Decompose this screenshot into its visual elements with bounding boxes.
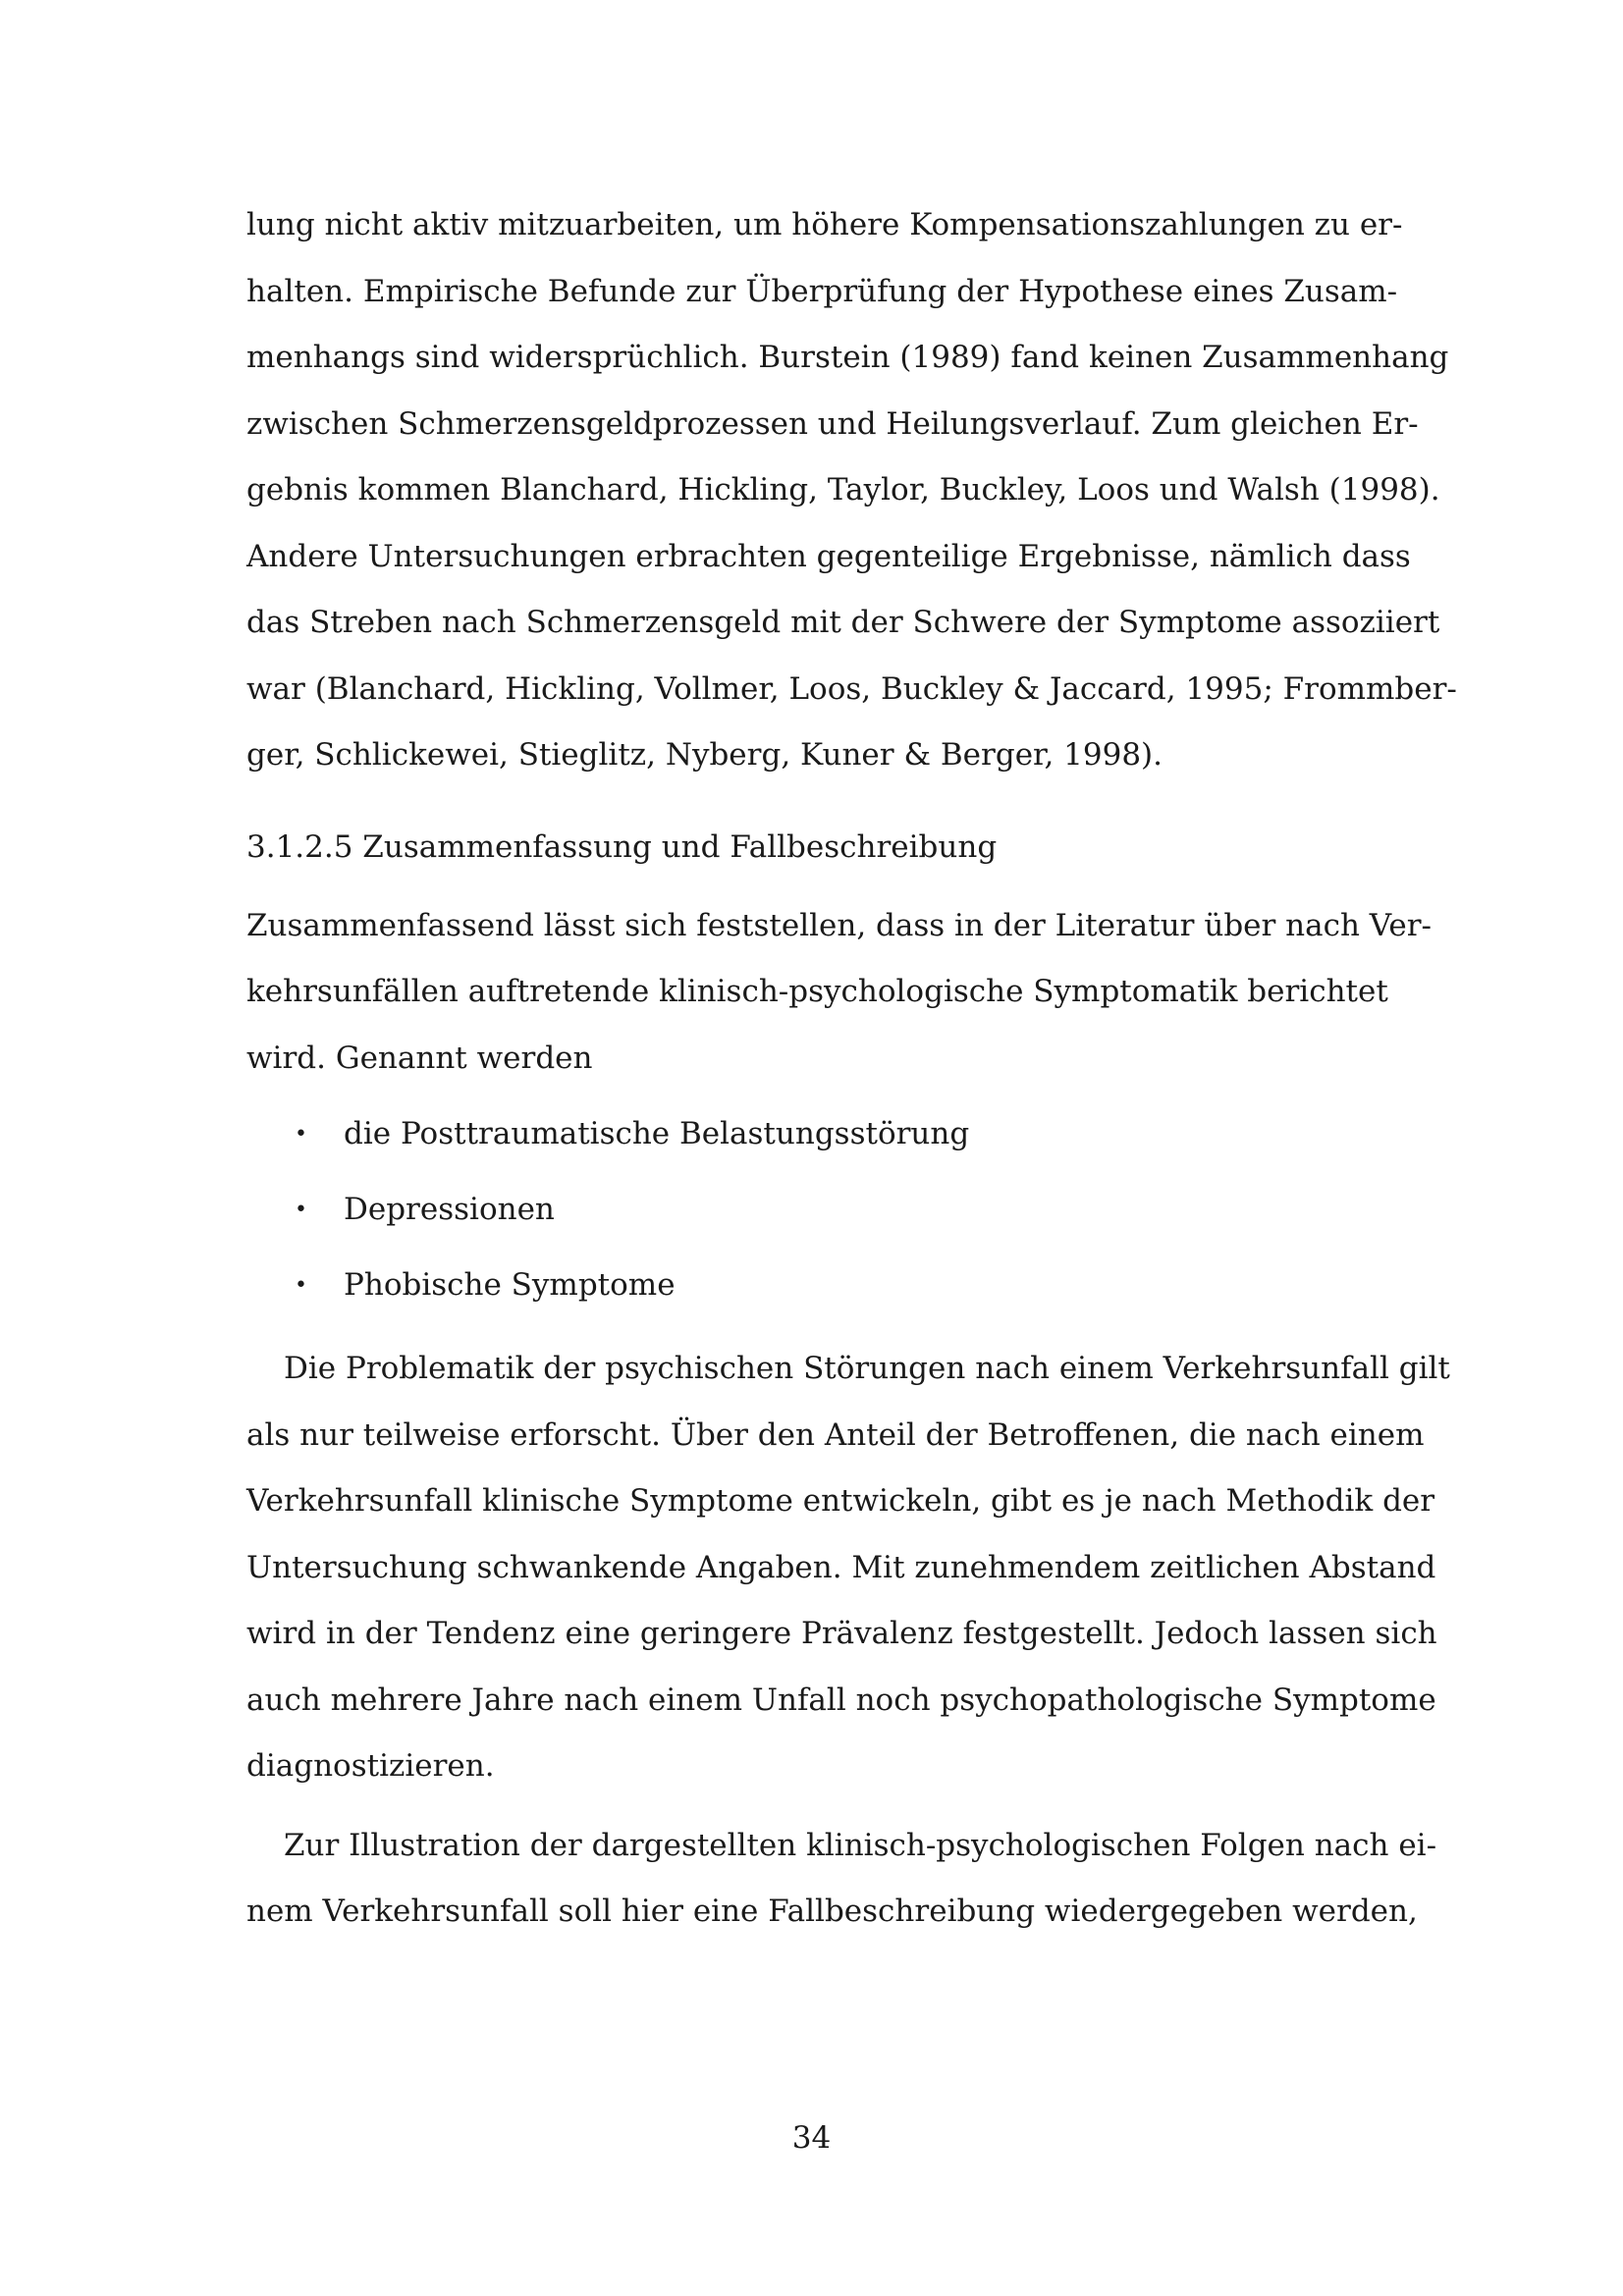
text-line: Andere Untersuchungen erbrachten gegenteilige Ergebnisse, nämlich dass xyxy=(246,538,1411,574)
text-line: als nur teilweise erforscht. Über den Anteil der Betroffenen, die nach einem xyxy=(246,1416,1425,1453)
text-line: wird. Genannt werden xyxy=(246,1040,593,1076)
text-line: diagnostizieren. xyxy=(246,1748,495,1784)
text-line: war (Blanchard, Hickling, Vollmer, Loos, Buckley & Jaccard, 1995; Frommber- xyxy=(246,670,1457,707)
symptom-list xyxy=(246,1096,1385,1323)
list-item xyxy=(246,1172,1385,1248)
text-line: Zur Illustration der dargestellten klinisch-psychologischen Folgen nach ei- xyxy=(284,1827,1437,1863)
list-item xyxy=(246,1096,1385,1172)
text-line: wird in der Tendenz eine geringere Prävalenz festgestellt. Jedoch lassen sich xyxy=(246,1616,1437,1651)
text-line: lung nicht aktiv mitzuarbeiten, um höhere Kompensationszahlungen zu er- xyxy=(246,207,1403,242)
list-item-text: die Posttraumatische Belastungsstörung xyxy=(344,1116,970,1151)
text-line: gebnis kommen Blanchard, Hickling, Taylor, Buckley, Loos und Walsh (1998). xyxy=(246,472,1440,507)
text-line: Die Problematik der psychischen Störungen nach einem Verkehrsunfall gilt xyxy=(284,1351,1450,1386)
text-line: Untersuchung schwankende Angaben. Mit zunehmendem zeitlichen Abstand xyxy=(246,1549,1436,1585)
text-line: ger, Schlickewei, Stieglitz, Nyberg, Kuner & Berger, 1998). xyxy=(246,737,1163,773)
list-item-text: Depressionen xyxy=(344,1192,555,1227)
bullet-icon: • xyxy=(295,1198,307,1222)
paragraph-problematik xyxy=(246,1336,1450,1800)
text-line: kehrsunfällen auftretende klinisch-psychologische Symptomatik berichtet xyxy=(246,974,1388,1009)
paragraph-illustration xyxy=(246,1813,1437,1946)
text-line: auch mehrere Jahre nach einem Unfall noch psychopathologische Symptome xyxy=(246,1682,1436,1718)
page-number: 34 xyxy=(791,2120,832,2156)
list-item xyxy=(246,1248,1385,1323)
paragraph-compensation xyxy=(246,192,1457,789)
section-heading: 3.1.2.5 Zusammenfassung und Fallbeschreibung xyxy=(246,828,998,865)
paragraph-summary xyxy=(246,893,1432,1093)
text-line: Verkehrsunfall klinische Symptome entwickeln, gibt es je nach Methodik der xyxy=(246,1483,1435,1519)
text-line: menhangs sind widersprüchlich. Burstein (1989) fand keinen Zusammenhang xyxy=(246,340,1449,375)
bullet-icon: • xyxy=(295,1273,307,1298)
bullet-icon: • xyxy=(295,1122,307,1147)
page-body xyxy=(246,192,1457,1946)
list-item-text: Phobische Symptome xyxy=(344,1267,676,1303)
text-line: Zusammenfassend lässt sich feststellen, dass in der Literatur über nach Ver- xyxy=(246,907,1432,943)
text-line: zwischen Schmerzensgeldprozessen und Heilungsverlauf. Zum gleichen Er- xyxy=(246,405,1419,442)
text-line: nem Verkehrsunfall soll hier eine Fallbeschreibung wiedergegeben werden, xyxy=(246,1894,1418,1929)
text-line: halten. Empirische Befunde zur Überprüfung der Hypothese eines Zusam- xyxy=(246,273,1398,309)
text-line: das Streben nach Schmerzensgeld mit der Schwere der Symptome assoziiert xyxy=(246,605,1440,640)
